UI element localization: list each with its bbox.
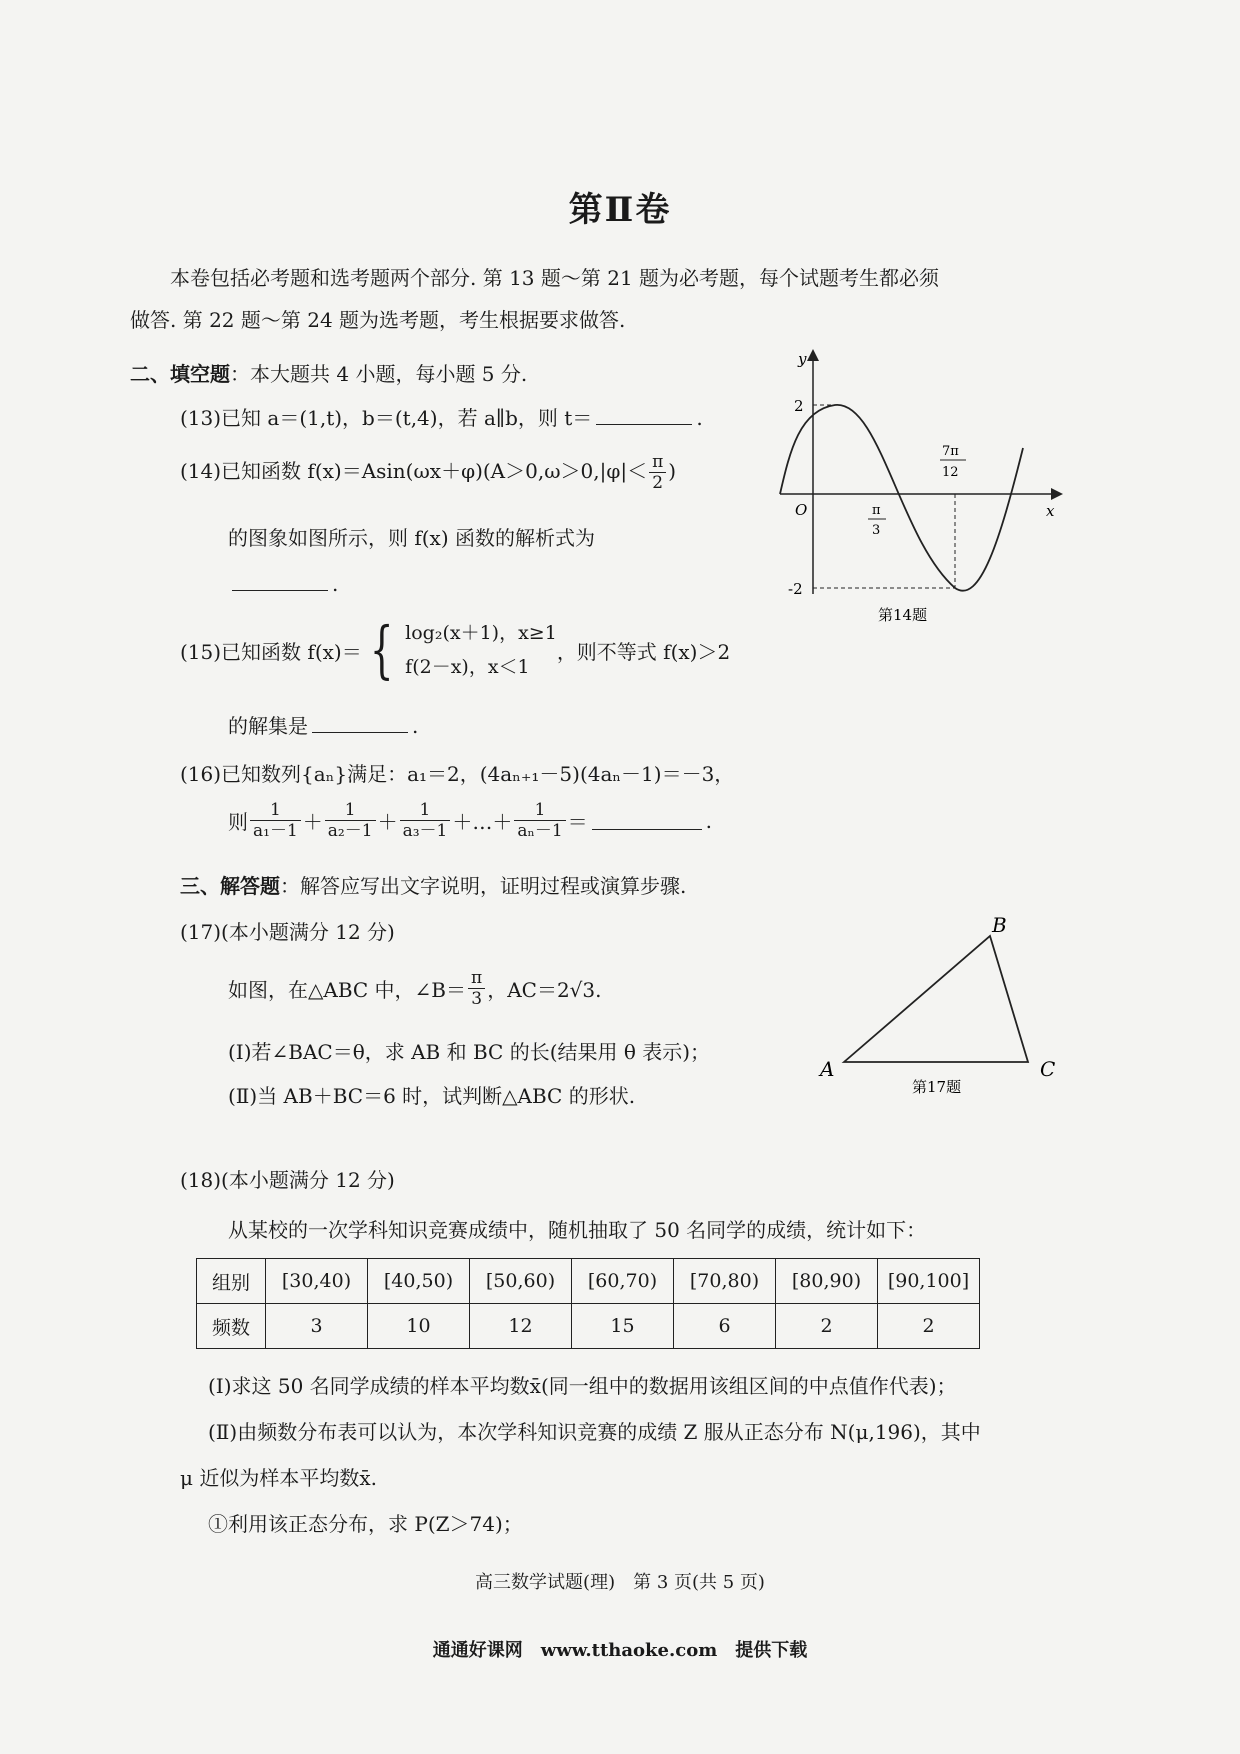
q16-term-2: $\frac{1}{\text{a₂－1}}$ (325, 800, 376, 841)
q15-end: . (412, 714, 419, 738)
question-14-line-1 (180, 452, 676, 493)
figure-17-triangle (810, 910, 1080, 1110)
q15-brace: { (369, 613, 394, 686)
q15-line2: 的解集是 (228, 714, 308, 738)
q13-text: (13)已知 a＝(1,t)，b＝(t,4)，若 a∥b，则 t＝ (180, 406, 593, 430)
q14-line1: (14)已知函数 f(x)＝Asin(ωx＋φ)(A＞0,ω＞0,|φ|＜ (180, 459, 648, 483)
table-cell: 10 (368, 1304, 470, 1349)
solve-heading-note: ：解答应写出文字说明，证明过程或演算步骤. (280, 874, 687, 898)
q17-part-1: (Ⅰ)若∠BAC＝θ，求 AB 和 BC 的长(结果用 θ 表示)； (228, 1040, 711, 1064)
table-cell: [60,70) (572, 1259, 674, 1304)
solve-heading: 三、解答题 (180, 874, 280, 898)
q17-pi-over-3: $\frac{\pi}{3}$ (468, 968, 485, 1009)
vertex-c: C (1040, 1057, 1056, 1081)
q13-answer-blank[interactable] (596, 406, 692, 425)
pi3-den: 3 (872, 523, 881, 538)
q17-head: (17)(本小题满分 12 分) (180, 920, 395, 944)
q18-head: (18)(本小题满分 12 分) (180, 1168, 395, 1192)
table-cell: [50,60) (470, 1259, 572, 1304)
q18-part-1: (Ⅰ)求这 50 名同学成绩的样本平均数x̄(同一组中的数据用该组区间的中点值作代表)； (208, 1374, 957, 1398)
table-cell: 15 (572, 1304, 674, 1349)
q16-term-1: $\frac{1}{\text{a₁－1}}$ (250, 800, 301, 841)
ymin-label: -2 (788, 580, 803, 598)
x-label: x (1046, 502, 1055, 520)
q18-part-2a: (Ⅱ)由频数分布表可以认为，本次学科知识竞赛的成绩 Z 服从正态分布 N(μ,196)，其中 (208, 1420, 981, 1444)
q15-cases (405, 616, 557, 684)
pi3-num: π (872, 503, 881, 518)
table-header-group: 组别 (197, 1259, 266, 1304)
q14-line2: 的图象如图所示，则 f(x) 函数的解析式为 (228, 526, 596, 550)
q16-term-3: $\frac{1}{\text{a₃－1}}$ (400, 800, 451, 841)
table-header-freq: 频数 (197, 1304, 266, 1349)
y-label: y (798, 350, 807, 368)
q14-end: . (332, 572, 339, 596)
table-cell: [30,40) (266, 1259, 368, 1304)
table-cell: [70,80) (674, 1259, 776, 1304)
fill-heading-note: ：本大题共 4 小题，每小题 5 分. (230, 362, 528, 386)
question-16-line-2: 则 $\frac{1}{\text{a₁－1}}$ ＋ $\frac{1}{\text{a₂－1}}$ ＋ $\frac{1}{\text{a₃－1}}$ ＋…＋ $\frac{1}{\text{aₙ－1}}$ ＝ . (228, 800, 713, 841)
q13-end: . (696, 406, 703, 430)
q15-prefix: (15)已知函数 f(x)＝ (180, 639, 362, 664)
fill-heading: 二、填空题 (130, 362, 230, 386)
vertex-a: A (820, 1057, 835, 1081)
table-row-groups (197, 1259, 980, 1304)
table-cell: 2 (776, 1304, 878, 1349)
table-cell: [80,90) (776, 1259, 878, 1304)
q16-ze: 则 (228, 810, 248, 834)
page-footer: 高三数学试题(理) 第 3 页(共 5 页) (475, 1572, 765, 1593)
pi712-den: 12 (942, 465, 959, 480)
table-cell: 2 (878, 1304, 980, 1349)
question-15 (180, 613, 731, 686)
table-cell: [90,100] (878, 1259, 980, 1304)
vertex-b: B (992, 913, 1007, 937)
table-cell: 12 (470, 1304, 572, 1349)
intro-line-2: 做答. 第 22 题～第 24 题为选考题，考生根据要求做答. (130, 308, 626, 332)
pi712-num: 7π (942, 444, 959, 459)
q16-answer-blank[interactable] (592, 811, 702, 830)
page-title: 第Ⅱ卷 (568, 190, 672, 230)
figure-14-graph (770, 340, 1070, 630)
q15-suffix: ，则不等式 f(x)＞2 (556, 639, 731, 664)
question-14-line-3 (228, 572, 338, 596)
q18-intro: 从某校的一次学科知识竞赛成绩中，随机抽取了 50 名同学的成绩，统计如下： (228, 1218, 927, 1242)
q16-term-n: $\frac{1}{\text{aₙ－1}}$ (514, 800, 565, 841)
q17-part-2: (Ⅱ)当 AB＋BC＝6 时，试判断△ABC 的形状. (228, 1084, 636, 1108)
table-row-freqs (197, 1304, 980, 1349)
q16-line1: (16)已知数列{aₙ}满足：a₁＝2，(4aₙ₊₁－5)(4aₙ－1)＝－3， (180, 762, 735, 786)
table-cell: [40,50) (368, 1259, 470, 1304)
q14-pi-over-2 (649, 452, 666, 493)
fill-section-heading (130, 358, 527, 387)
figure-17-caption: 第17题 (912, 1078, 962, 1096)
question-17-line-1: 如图，在△ABC 中，∠B＝ $\frac{\pi}{3}$ ，AC＝2√3. (228, 968, 602, 1009)
table-cell: 6 (674, 1304, 776, 1349)
q15-case-2: f(2－x)，x＜1 (405, 656, 530, 678)
figure-14-caption: 第14题 (878, 606, 928, 624)
solve-section-heading (180, 870, 686, 899)
origin-label: O (795, 501, 808, 519)
q14-frac-den: 2 (649, 472, 666, 493)
q18-part-2b: μ 近似为样本平均数x̄. (180, 1466, 377, 1490)
sine-curve (780, 405, 1023, 591)
triangle-abc (844, 936, 1028, 1062)
table-cell: 3 (266, 1304, 368, 1349)
question-13 (180, 402, 703, 431)
q14-frac-num: π (652, 452, 664, 472)
q14-answer-blank[interactable] (232, 572, 328, 591)
frequency-table (196, 1258, 980, 1349)
watermark: 通通好课网 www.tthaoke.com 提供下载 (432, 1640, 808, 1661)
question-15-line-2 (228, 710, 418, 739)
intro-line-1: 本卷包括必考题和选考题两个部分. 第 13 题～第 21 题为必考题，每个试题考生都必须 (170, 266, 940, 290)
ymax-label: 2 (794, 397, 804, 415)
q15-answer-blank[interactable] (312, 714, 408, 733)
q14-line1-end: ) (668, 459, 677, 483)
q15-case-1: log₂(x＋1)，x≥1 (405, 622, 557, 644)
q18-part-3: ①利用该正态分布，求 P(Z＞74)； (208, 1512, 523, 1536)
